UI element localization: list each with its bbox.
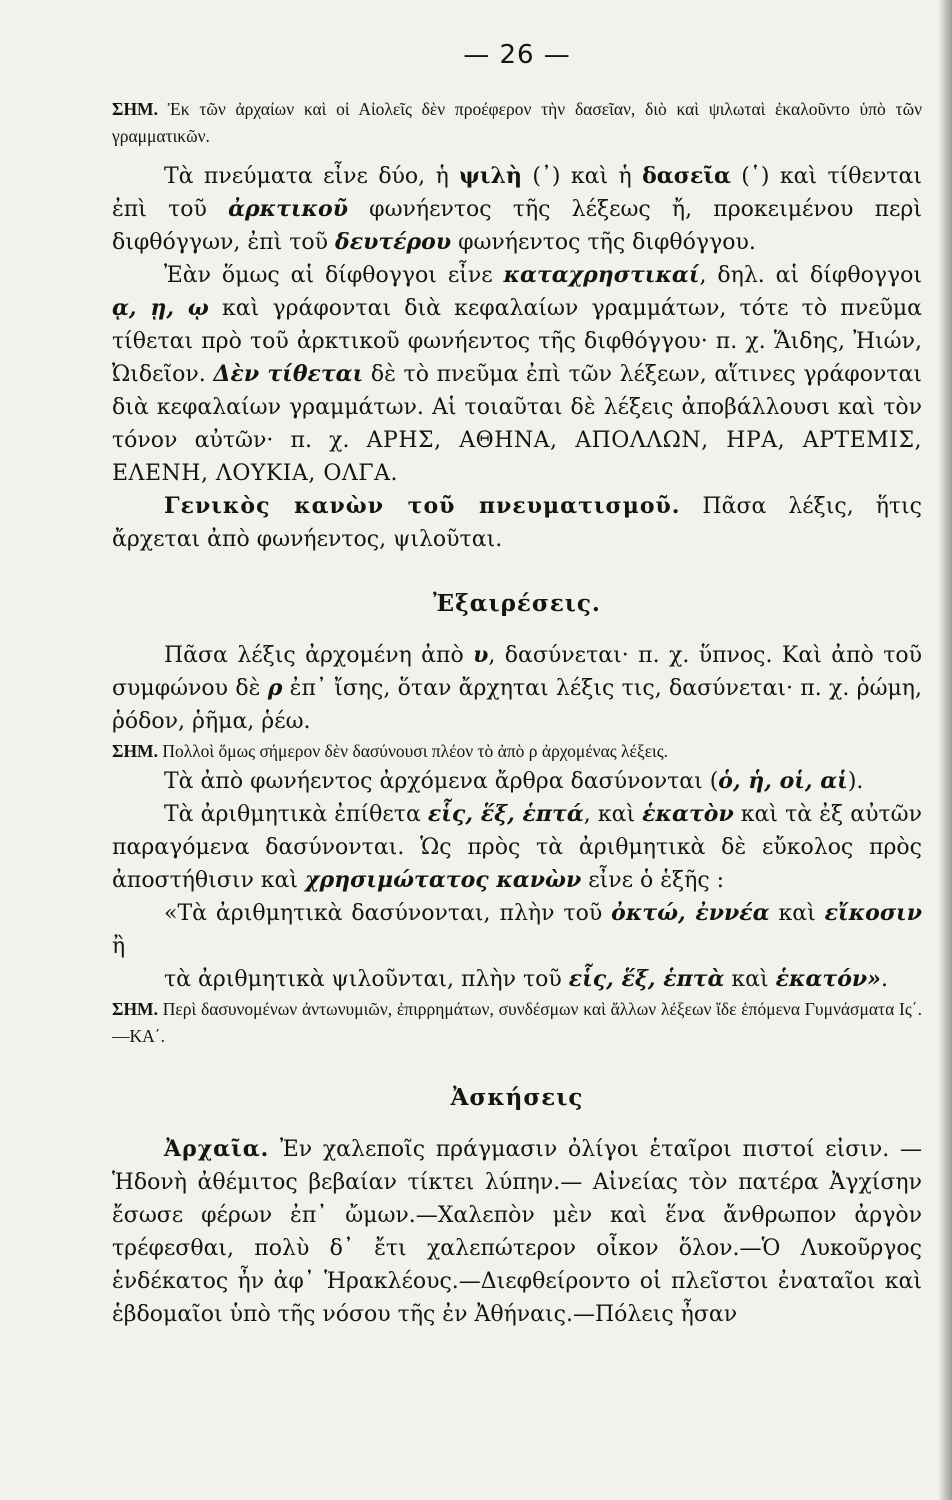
text-run: Τὰ ἀριθμητικὰ ἐπίθετα xyxy=(164,802,428,827)
paragraph-rule-quote-1 xyxy=(112,897,922,963)
paragraph-improper-diphthongs xyxy=(112,259,922,490)
term-second: δευτέρου xyxy=(335,229,452,255)
text-run: Ἐὰν ὅμως αἱ δίφθογγοι εἶνε xyxy=(164,263,504,288)
text-run: , καὶ xyxy=(583,802,643,827)
note-aeolic xyxy=(112,96,922,150)
text-run: φωνήεντος τῆς διφθόγγου. xyxy=(451,230,756,255)
numeral-hundred: ἑκατόν» xyxy=(775,966,881,992)
term-daseia: δασεῖα xyxy=(642,163,731,189)
diphthong-examples: ᾳ, ῃ, ῳ xyxy=(112,295,209,321)
capitals-examples: ΑΡΗΣ, ΑΘΗΝΑ, ΑΠΟΛΛΩΝ, ΗΡΑ, ΑΡΤΕΜΙΣ, ΕΛΕΝΗ, ΛΟΥΚΙΑ, ΟΛΓΑ. xyxy=(112,428,922,486)
term-useful-rule: χρησιμώτατος κανὼν xyxy=(305,867,582,893)
text-run: Πᾶσα λέξις ἀρχομένη ἀπὸ xyxy=(164,643,474,668)
letter-upsilon: υ xyxy=(473,642,489,668)
note-label: ΣΗΜ. xyxy=(112,999,158,1019)
paragraph-numerals xyxy=(112,798,922,897)
paragraph-rule-quote-2 xyxy=(112,963,922,996)
page-number: — 26 — xyxy=(463,40,571,70)
paragraph-general-rule xyxy=(112,490,922,556)
paragraph-breathings xyxy=(112,160,922,259)
note-label: ΣΗΜ. xyxy=(112,99,158,119)
text-run: (῾) καὶ τίθενται ἐπὶ τοῦ xyxy=(112,164,922,222)
text-run: ἐπ᾽ ἴσης, ὅταν ἄρχηται λέξις τις, δασύνεται· π. χ. ῥώμη, ῥόδον, ῥῆμα, ῥέω. xyxy=(112,676,922,734)
text-run: Τὰ πνεύματα εἶνε δύο, ἡ xyxy=(164,164,460,189)
text-run: τὰ ἀριθμητικὰ ψιλοῦνται, πλὴν τοῦ xyxy=(164,967,569,992)
text-run: «Τὰ ἀριθμητικὰ δασύνονται, πλὴν τοῦ xyxy=(164,901,612,926)
text-run: Ἐν χαλεποῖς πράγμασιν ὀλίγοι ἑταῖροι πιστοί εἰσιν. —Ἡδονὴ ἀθέμιτος βεβαίαν τίκτει λύπην.— Αἰνείας τὸν πατέρα Ἀγχίσην ἔσωσε φέρων ἐπ᾽ ὤμων.—Χαλεπὸν μὲν καὶ ἕνα ἄνθρωπον ἀργὸν τρέφεσθαι, πολὺ δ᾽ ἔτι χαλεπώτερον οἶκον ὅλον.—Ὁ Λυκοῦργος ἑνδέκατος ἦν ἀφ᾽ Ἡρακλέους.—Διεφθείροντο οἱ πλεῖστοι ἐναταῖοι καὶ ἑβδομαῖοι ὑπὸ τῆς νόσου τῆς ἐν Ἀθήναις.—Πόλεις ἦσαν xyxy=(112,1137,922,1327)
numeral-twenty: εἴκοσιν xyxy=(824,900,922,926)
text-run: ἢ xyxy=(112,934,126,959)
numerals-list: εἷς, ἕξ, ἑπτά xyxy=(427,801,584,827)
text-run: δὲ τὸ πνεῦμα ἐπὶ τῶν λέξεων, αἵτινες γράφονται διὰ κεφαλαίων γραμμάτων. Αἱ τοιαῦται δὲ λέξεις ἀποβάλλουσι καὶ τὸν τόνον αὐτῶν· π. χ. xyxy=(112,362,922,453)
text-run: Πᾶσα λέξις, ἥτις ἄρχεται ἀπὸ φωνήεντος, ψιλοῦται. xyxy=(112,494,923,552)
articles-list: ὁ, ἡ, οἱ, αἱ xyxy=(718,768,848,794)
paragraph-ancient-exercises xyxy=(112,1133,922,1331)
paragraph-articles xyxy=(112,765,922,798)
note-rho xyxy=(112,738,922,765)
term-psili: ψιλὴ xyxy=(459,163,522,189)
text-run: Τὰ ἀπὸ φωνήεντος ἀρχόμενα ἄρθρα δασύνονται ( xyxy=(164,769,719,794)
text-run: εἶνε ὁ ἑξῆς : xyxy=(581,868,725,893)
heading-exceptions: Ἐξαιρέσεις. xyxy=(433,590,601,617)
note-text: Ἐκ τῶν ἀρχαίων καὶ οἱ Αἰολεῖς δὲν προέφερον τὴν δασεῖαν, διὸ καὶ ψιλωταὶ ἐκαλοῦντο ὑπὸ τῶν γραμματικῶν. xyxy=(112,99,922,146)
term-initial: ἀρκτικοῦ xyxy=(228,196,348,222)
note-pronouns xyxy=(112,996,922,1050)
term-not-placed: Δὲν τίθεται xyxy=(213,361,364,387)
text-run: καὶ τὰ ἐξ αὐτῶν παραγόμενα δασύνονται. Ὡς πρὸς τὰ ἀριθμητικὰ δὲ εὔκολος πρὸς ἀποστήθισιν καὶ xyxy=(112,802,922,893)
text-run: καὶ xyxy=(724,967,776,992)
text-run: , δηλ. αἱ δίφθογγοι xyxy=(699,263,922,288)
heading-exercises: Ἀσκήσεις xyxy=(450,1084,584,1111)
page-edge-shadow xyxy=(938,0,952,1500)
term-improper: καταχρηστικαί xyxy=(503,262,700,288)
text-run: φωνήεντος τῆς λέξεως ἤ, προκειμένου περὶ διφθόγγων, ἐπὶ τοῦ xyxy=(112,197,922,255)
text-run: καὶ xyxy=(769,901,825,926)
general-rule-title: Γενικὸς κανὼν τοῦ πνευματισμοῦ. xyxy=(164,493,681,519)
note-label: ΣΗΜ. xyxy=(112,741,158,761)
note-text: Περὶ δασυνομένων ἀντωνυμιῶν, ἐπιρρημάτων, συνδέσμων καὶ ἄλλων λέξεων ἴδε ἑπόμενα Γυμνάσματα Ις΄.—ΚΑ΄. xyxy=(112,999,922,1046)
text-run: . xyxy=(880,967,888,992)
text-run: ). xyxy=(847,769,864,794)
numeral-hundred: ἑκατὸν xyxy=(642,801,734,827)
letter-rho: ρ xyxy=(267,675,283,701)
text-run: , δασύνεται· π. χ. ὕπνος. Καὶ ἀπὸ τοῦ συμφώνου δὲ xyxy=(112,643,922,701)
paragraph-upsilon-rho xyxy=(112,639,922,738)
text-run: (᾽) καὶ ἡ xyxy=(521,164,643,189)
ancient-label: Ἀρχαῖα. xyxy=(164,1136,270,1162)
numerals-list: ὀκτώ, ἐννέα xyxy=(611,900,770,926)
note-text: Πολλοὶ ὅμως σήμερον δὲν δασύνουσι πλέον τὸ ἀπὸ ρ ἀρχομένας λέξεις. xyxy=(157,741,669,761)
numerals-list: εἷς, ἕξ, ἑπτὰ xyxy=(568,966,725,992)
text-run: καὶ γράφονται διὰ κεφαλαίων γραμμάτων, τότε τὸ πνεῦμα τίθεται πρὸ τοῦ ἀρκτικοῦ φωνήεντος τῆς διφθόγγου· π. χ. Ἅιδης, Ἠιών, Ὠιδεῖον. xyxy=(112,296,922,387)
